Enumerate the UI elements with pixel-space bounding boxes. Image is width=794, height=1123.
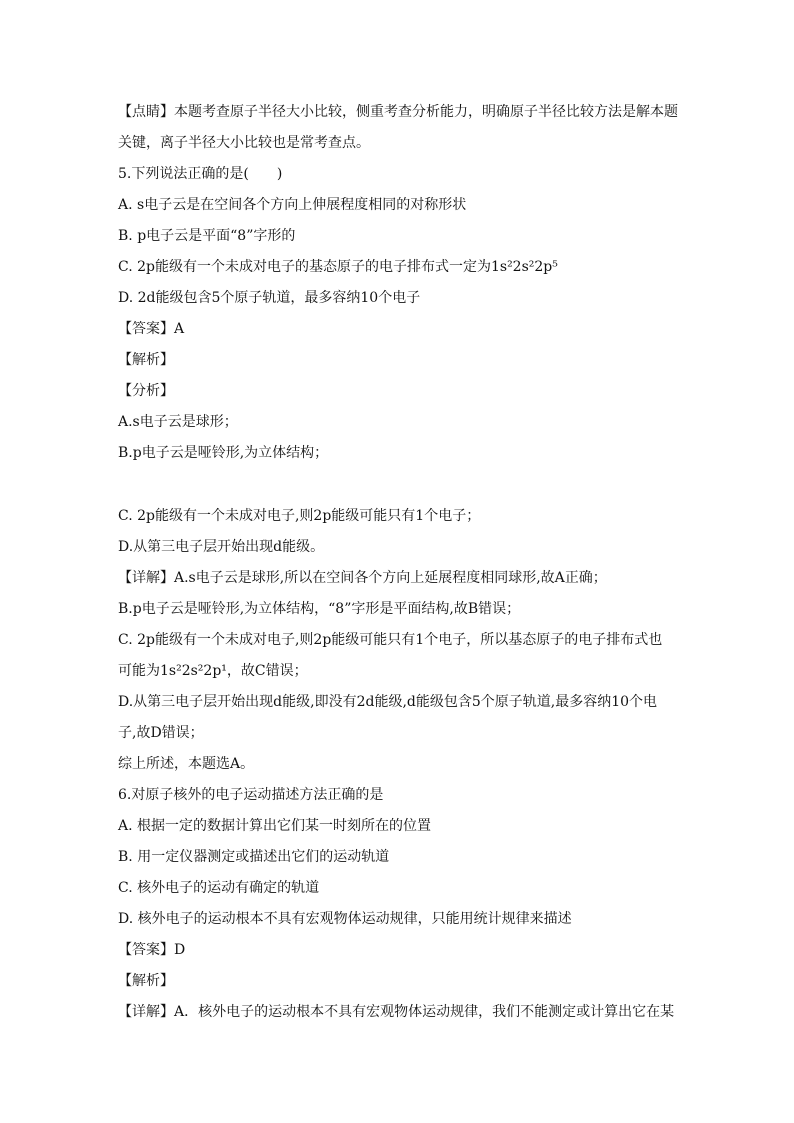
analysis-label: 【解析】 <box>118 352 174 368</box>
detail-line-d2: 子,故D错误； <box>118 725 204 741</box>
detail-line-a: 【详解】A.s电子云是球形,所以在空间各个方向上延展程度相同球形,故A正确； <box>118 570 607 586</box>
answer-label: 【答案】A <box>118 321 185 337</box>
question-6-stem: 6.对原子核外的电子运动描述方法正确的是 <box>118 787 384 803</box>
detail-line-b: B.p电子云是哑铃形,为立体结构，“8”字形是平面结构,故B错误； <box>118 601 521 617</box>
question-5-option-d: D. 2d能级包含5个原子轨道，最多容纳10个电子 <box>118 290 421 306</box>
comment-line-2: 关键，离子半径大小比较也是常考查点。 <box>118 135 370 151</box>
question-5-stem: 5.下列说法正确的是( ) <box>118 166 283 182</box>
analysis-line-c: C. 2p能级有一个未成对电子,则2p能级可能只有1个电子； <box>118 508 481 524</box>
analysis-line-a: A.s电子云是球形； <box>118 414 238 430</box>
analysis-label-6: 【解析】 <box>118 973 174 989</box>
question-5-option-c: C. 2p能级有一个未成对电子的基态原子的电子排布式一定为1s²2s²2p⁵ <box>118 259 558 275</box>
detail-line-c2: 可能为1s²2s²2p¹，故C错误； <box>118 663 308 679</box>
summary-line: 综上所述，本题选A。 <box>118 756 255 772</box>
question-6-option-b: B. 用一定仪器测定或描述出它们的运动轨道 <box>118 849 390 865</box>
analysis-line-d: D.从第三电子层开始出现d能级。 <box>118 539 325 555</box>
comment-line-1: 【点睛】本题考查原子半径大小比较，侧重考查分析能力，明确原子半径比较方法是解本题 <box>118 104 678 120</box>
question-6-option-c: C. 核外电子的运动有确定的轨道 <box>118 880 320 896</box>
analysis-sub-label: 【分析】 <box>118 383 174 399</box>
question-6-option-a: A. 根据一定的数据计算出它们某一时刻所在的位置 <box>118 818 432 834</box>
question-5-option-a: A. s电子云是在空间各个方向上伸展程度相同的对称形状 <box>118 197 467 213</box>
analysis-line-b: B.p电子云是哑铃形,为立体结构； <box>118 445 329 461</box>
detail-line-6a: 【详解】A．核外电子的运动根本不具有宏观物体运动规律，我们不能测定或计算出它在某 <box>118 1004 675 1020</box>
answer-label-6: 【答案】D <box>118 942 186 958</box>
question-5-option-b: B. p电子云是平面“8”字形的 <box>118 228 296 244</box>
detail-line-c1: C. 2p能级有一个未成对电子,则2p能级可能只有1个电子，所以基态原子的电子排布式也 <box>118 632 663 648</box>
detail-line-d1: D.从第三电子层开始出现d能级,即没有2d能级,d能级包含5个原子轨道,最多容纳10个电 <box>118 694 658 710</box>
question-6-option-d: D. 核外电子的运动根本不具有宏观物体运动规律，只能用统计规律来描述 <box>118 911 572 927</box>
